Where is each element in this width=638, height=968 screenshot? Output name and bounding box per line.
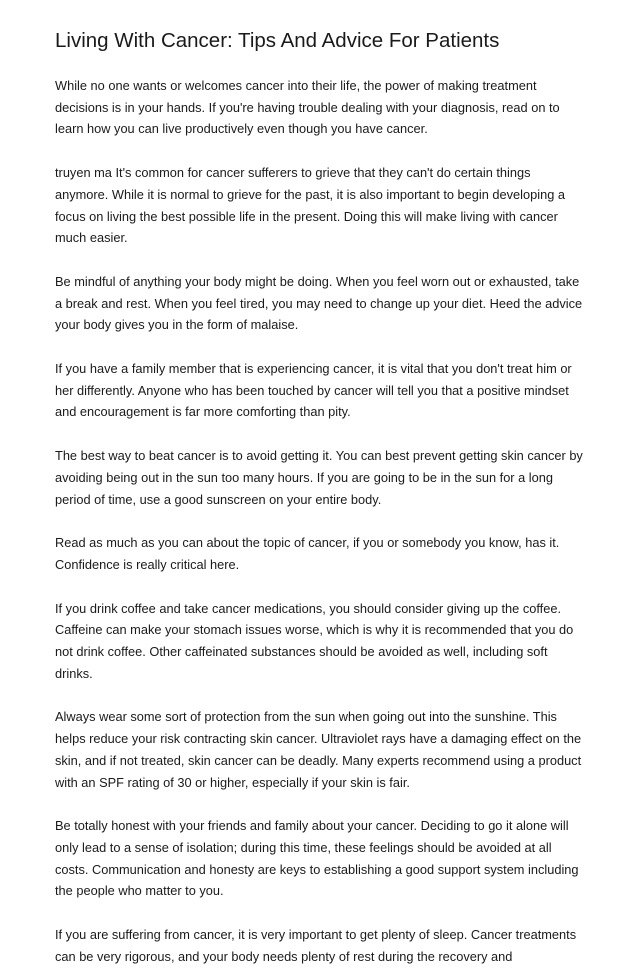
paragraph-sun-protection: Always wear some sort of protection from the sun when going out into the sunshine. This helps reduce your risk contracting skin cancer. Ultraviolet rays have a damaging effect on the skin, and if not treated, skin cancer can be deadly. Many experts recommend using a product with an SPF rating of 30 or higher, especially if your skin is fair. <box>55 709 582 790</box>
document-title: Living With Cancer: Tips And Advice For Patients <box>55 29 500 52</box>
paragraph-avoid-sun: The best way to beat cancer is to avoid getting it. You can best prevent getting skin cancer by avoiding being out in the sun too many hours. If you are going to be in the sun for a long period of time, use a good sunscreen on your entire body. <box>55 448 583 507</box>
paragraph-body-mindful: Be mindful of anything your body might be doing. When you feel worn out or exhausted, take a break and rest. When you feel tired, you may need to change up your diet. Heed the advice your body gives you in the form of malaise. <box>55 273 583 333</box>
paragraph-honesty: Be totally honest with your friends and family about your cancer. Deciding to go it alone will only lead to a sense of isolation; during this time, these feelings should be avoided at all costs. Communication and honesty are keys to establishing a good support system including the people who matter to you. <box>55 818 579 899</box>
paragraph-coffee: If you drink coffee and take cancer medications, you should consider giving up the coffee. Caffeine can make your stomach issues worse, which is why it is recommended that you do not drink coffee. Other caffeinated substances should be avoided as well, including soft drinks. <box>55 600 574 681</box>
paragraph-family-member: If you have a family member that is experiencing cancer, it is vital that you don't treat him or her differently. Anyone who has been touched by cancer will tell you that a positive mindset and encouragement is far more comforting than pity. <box>55 361 572 420</box>
paragraph-grieve: truyen ma It's common for cancer sufferers to grieve that they can't do certain things anymore. While it is normal to grieve for the past, it is also important to begin developing a focus on living the best possible life in the present. Doing this will make living with cancer much easier. <box>55 165 565 246</box>
paragraph-intro: While no one wants or welcomes cancer into their life, the power of making treatment decisions is in your hands. If you're having trouble dealing with your diagnosis, read on to learn how you can live productively even though you have cancer. <box>55 78 560 137</box>
paragraph-sleep: If you are suffering from cancer, it is very important to get plenty of sleep. Cancer treatments can be very rigorous, and your body needs plenty of rest during the recovery and <box>55 927 577 964</box>
document-body <box>55 75 583 968</box>
paragraph-read-topic: Read as much as you can about the topic of cancer, if you or somebody you know, has it. Confidence is really critical here. <box>55 535 560 572</box>
